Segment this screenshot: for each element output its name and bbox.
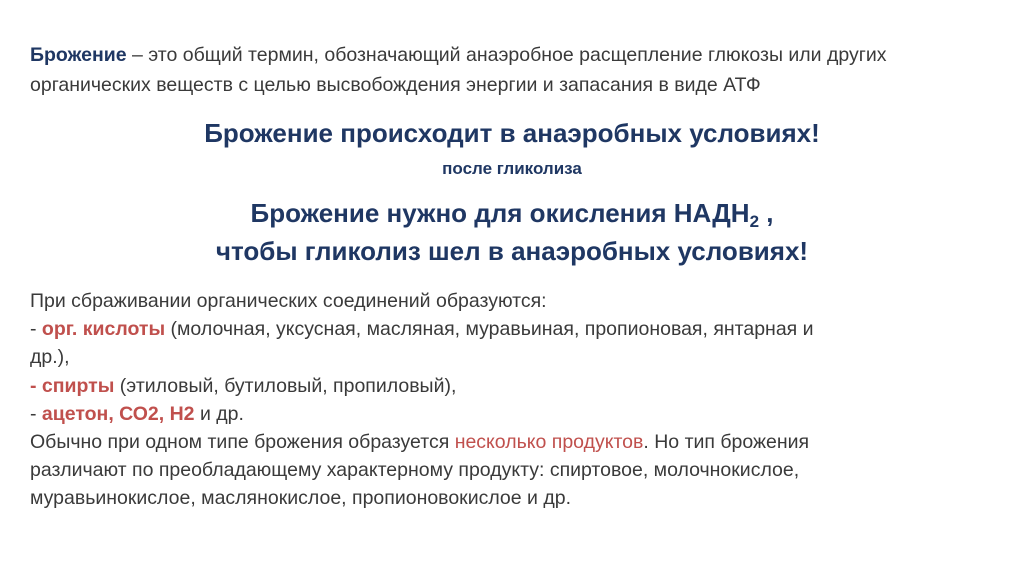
products-paragraph (30, 287, 1005, 513)
definition-text: – это общий термин, обозначающий анаэробное расщепление глюкозы или других органических веществ с целью высвобождения энергии и запасания в виде АТФ (30, 44, 887, 96)
alcohols-text: (этиловый, бутиловый, пропиловый), (114, 374, 457, 397)
acids-label: орг. кислоты (41, 318, 166, 341)
products-acids-line-2: др.), (30, 346, 70, 369)
acids-text: (молочная, уксусная, масляная, муравьиная, пропионовая, янтарная и (165, 318, 814, 341)
heading-nadh (0, 195, 1024, 231)
heading-nadh-subscript: 2 (749, 212, 760, 231)
products-acids-line (30, 315, 1005, 343)
products-alcohols-line (30, 372, 1005, 400)
heading-glycolysis: чтобы гликолиз шел в анаэробных условиях! (215, 236, 809, 266)
products-usual-line-3: муравьинокислое, маслянокислое, пропионовокислое и др. (30, 487, 571, 510)
usual-text-1: Обычно при одном типе брожения образуется (30, 431, 455, 454)
acetone-text: и др. (194, 402, 244, 425)
definition-paragraph (30, 40, 1005, 100)
alcohols-label: - спирты (30, 374, 115, 397)
heading-nadh-main: Брожение нужно для окисления НАДН (250, 198, 750, 228)
products-usual-line-1 (30, 428, 1005, 456)
heading-after-glycolysis: после гликолиза (442, 159, 582, 178)
acetone-prefix: - (30, 402, 42, 425)
products-intro: При сбраживании органических соединений образуются: (30, 290, 547, 312)
heading-anaerobic: Брожение происходит в анаэробных условиях! (204, 118, 820, 148)
products-acetone-line (30, 400, 1005, 428)
definition-term: Брожение (30, 44, 127, 66)
usual-text-2: . Но тип брожения (643, 431, 810, 454)
usual-highlight: несколько продуктов (454, 431, 644, 454)
products-usual-line-2: различают по преобладающему характерному продукту: спиртовое, молочнокислое, (30, 459, 800, 482)
acetone-label: ацетон, СО2, Н2 (41, 402, 195, 425)
acids-prefix: - (30, 318, 42, 341)
heading-nadh-tail: , (759, 198, 774, 228)
